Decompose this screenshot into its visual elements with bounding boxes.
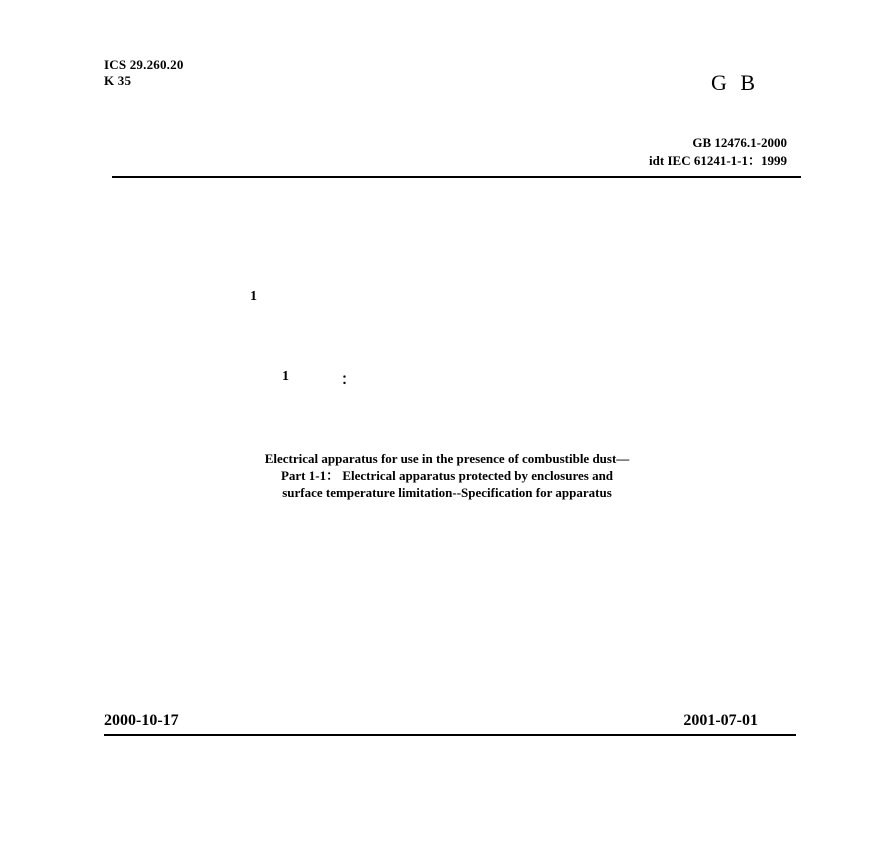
standard-number: GB 12476.1-2000 bbox=[692, 135, 787, 150]
part-number: 1 bbox=[250, 289, 257, 304]
subpart-colon: ： bbox=[341, 372, 357, 388]
english-title bbox=[140, 450, 754, 501]
english-title-line-2: Part 1-1： Electrical apparatus protected by enclosures and bbox=[280, 468, 614, 483]
bottom-divider bbox=[104, 734, 796, 736]
implementation-date: 2001-07-01 bbox=[683, 712, 758, 729]
gb-mark: G B bbox=[711, 70, 760, 95]
ics-code: ICS 29.260.20 bbox=[104, 57, 184, 72]
subpart-number: 1 bbox=[282, 369, 289, 384]
ccs-code: K 35 bbox=[104, 73, 132, 88]
standard-equivalence: idt IEC 61241-1-1：1999 bbox=[649, 153, 787, 168]
top-divider bbox=[112, 176, 801, 178]
issue-date: 2000-10-17 bbox=[104, 712, 179, 729]
english-title-line-1: Electrical apparatus for use in the presence of combustible dust— bbox=[264, 451, 630, 466]
english-title-line-3: surface temperature limitation--Specification for apparatus bbox=[282, 485, 612, 500]
